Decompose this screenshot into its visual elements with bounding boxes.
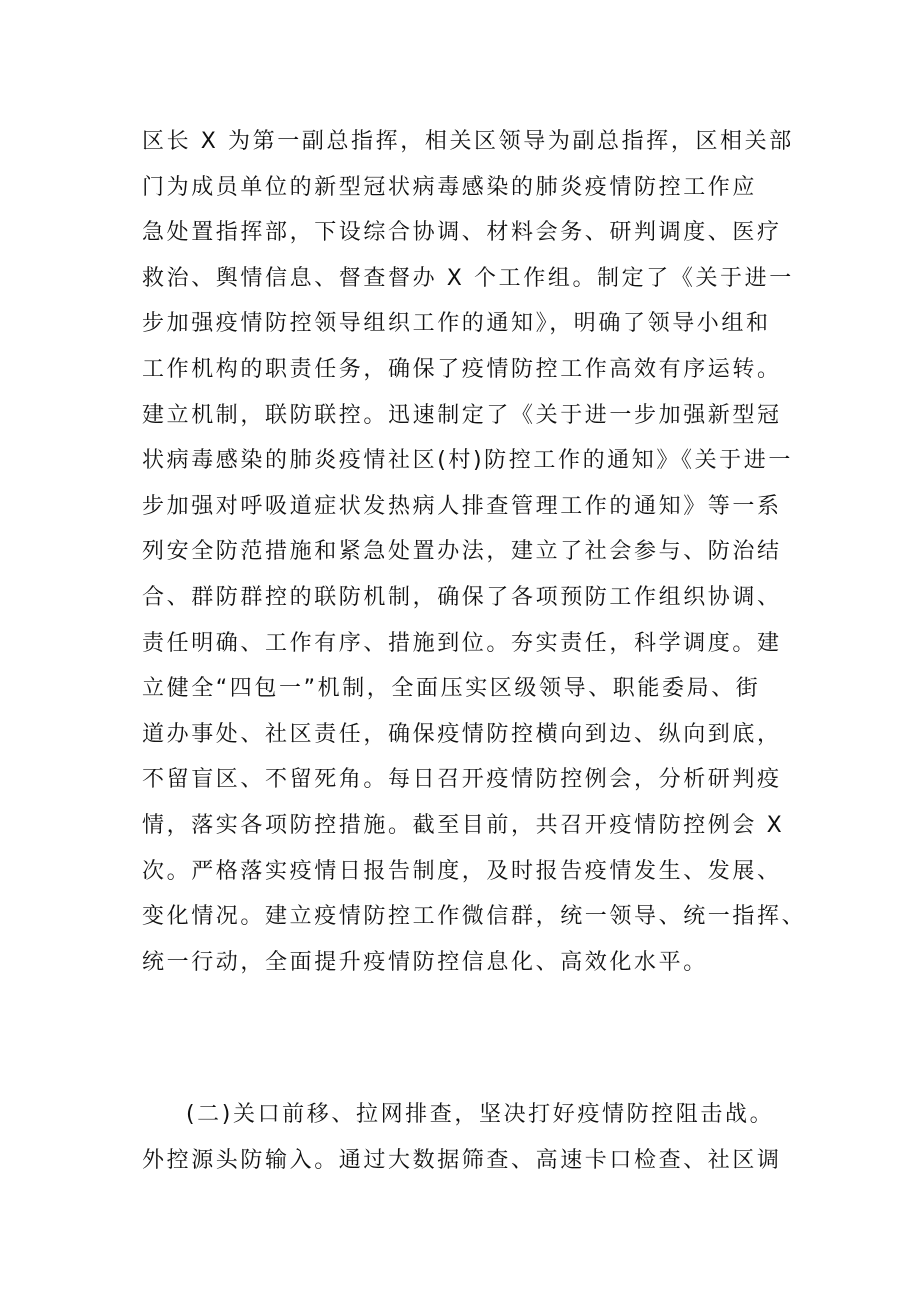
text-line: 工作机构的职责任务，确保了疫情防控工作高效有序运转。 xyxy=(142,356,782,382)
text-line: 情，落实各项防控措施。截至目前，共召开疫情防控例会 X xyxy=(142,812,785,838)
text-line: 建立机制，联防联控。迅速制定了《关于进一步加强新型冠 xyxy=(142,402,782,428)
text-line: 急处置指挥部，下设综合协调、材料会务、研判调度、医疗 xyxy=(142,220,782,246)
text-line: 变化情况。建立疫情防控工作微信群，统一领导、统一指挥、 xyxy=(142,904,807,930)
text-line: 不留盲区、不留死角。每日召开疫情防控例会，分析研判疫 xyxy=(142,767,782,793)
text-line: 责任明确、工作有序、措施到位。夯实责任，科学调度。建 xyxy=(142,630,782,656)
text-line: 统一行动，全面提升疫情防控信息化、高效化水平。 xyxy=(142,949,708,975)
text-line: 立健全“四包一”机制，全面压实区级领导、职能委局、街 xyxy=(142,676,761,702)
text-line: 状病毒感染的肺炎疫情社区(村)防控工作的通知》《关于进一 xyxy=(142,448,793,474)
text-line: 步加强疫情防控领导组织工作的通知》，明确了领导小组和 xyxy=(142,311,771,337)
text-line: 次。严格落实疫情日报告制度，及时报告疫情发生、发展、 xyxy=(142,858,782,884)
text-line: 步加强对呼吸道症状发热病人排查管理工作的通知》等一系 xyxy=(142,493,782,519)
text-line: 外控源头防输入。通过大数据筛查、高速卡口检查、社区调 xyxy=(142,1147,782,1173)
text-line: 列安全防范措施和紧急处置办法，建立了社会参与、防治结 xyxy=(142,539,782,565)
section-heading-line: (二)关口前移、拉网排查，坚决打好疫情防控阻击战。 xyxy=(186,1102,775,1127)
text-line: 合、群防群控的联防机制，确保了各项预防工作组织协调、 xyxy=(142,584,782,610)
text-line: 门为成员单位的新型冠状病毒感染的肺炎疫情防控工作应 xyxy=(142,174,758,200)
body-paragraph-2 xyxy=(142,1092,802,1183)
text-line: 区长 X 为第一副总指挥，相关区领导为副总指挥，区相关部 xyxy=(142,129,794,154)
text-line: 道办事处、社区责任，确保疫情防控横向到边、纵向到底， xyxy=(142,721,782,747)
body-paragraph-1 xyxy=(142,119,807,985)
text-line: 救治、舆情信息、督查督办 X 个工作组。制定了《关于进一 xyxy=(142,265,794,291)
